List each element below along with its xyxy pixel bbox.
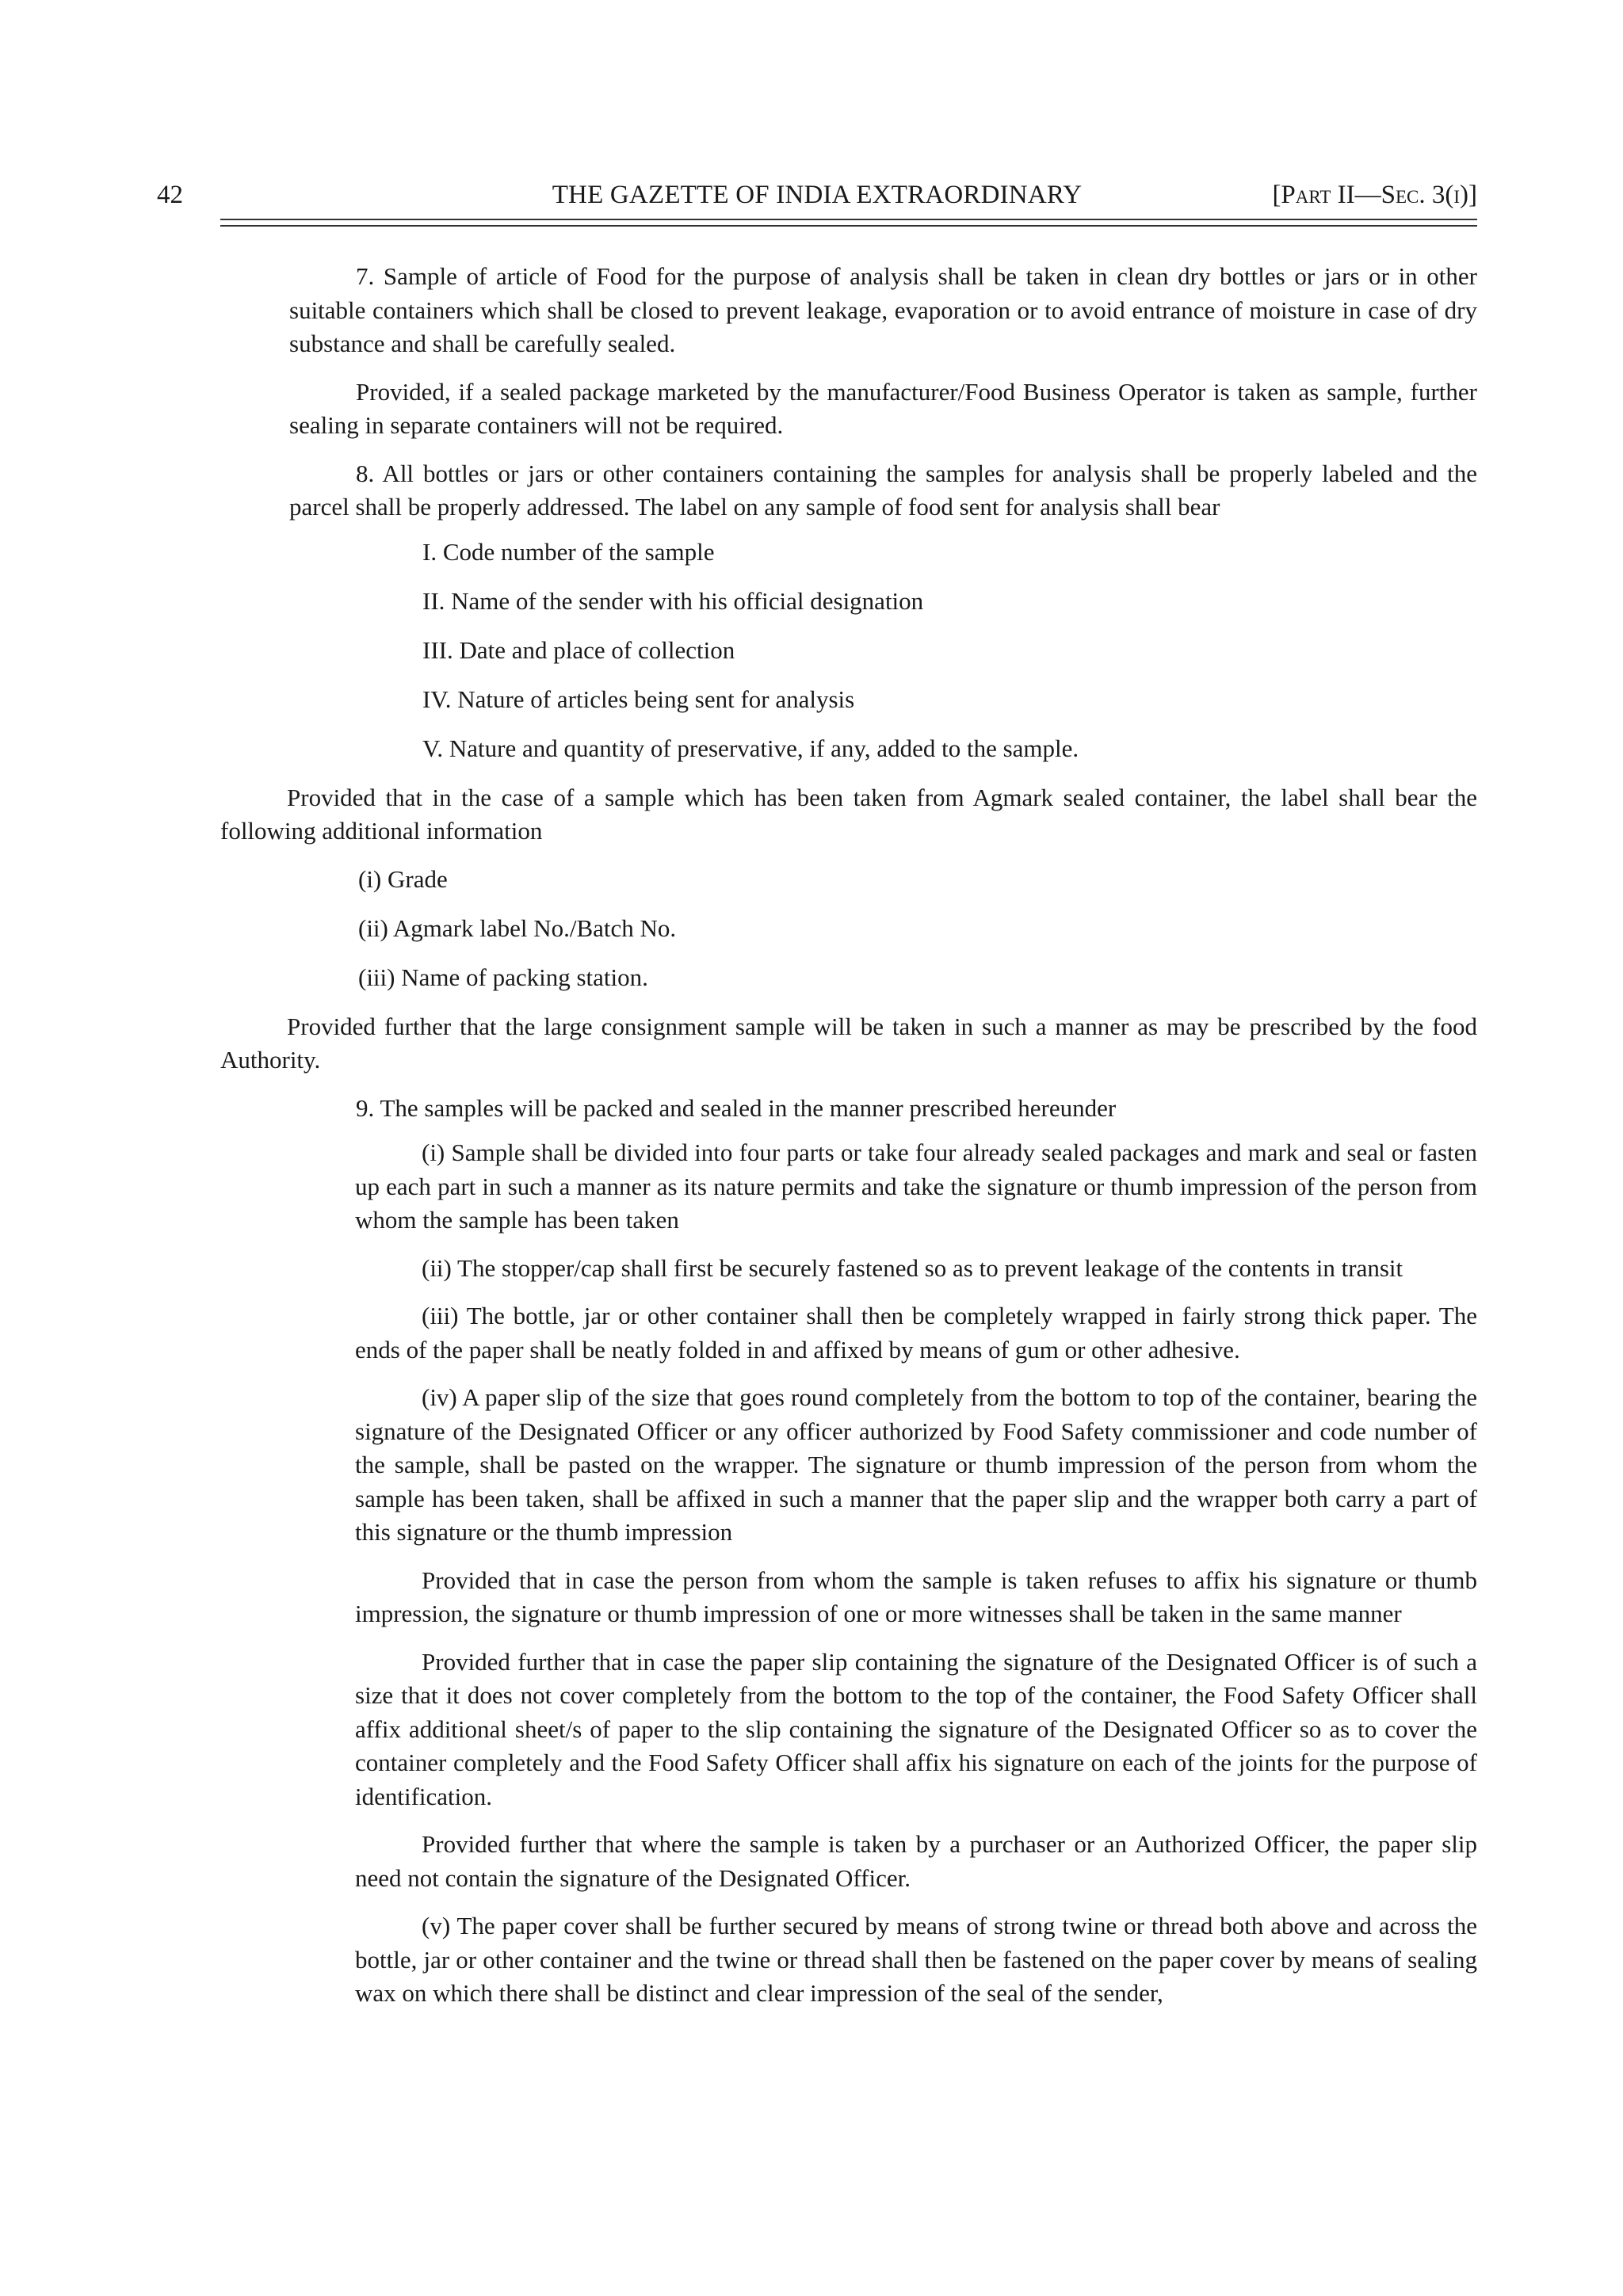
- proviso-refuse-signature: Provided that in case the person from whom the sample is taken refuses to affix his signature or thumb impression, the signature or thumb impression of one or more witnesses shall be taken in the same manner: [355, 1566, 1477, 1627]
- consignment-proviso: Provided further that the large consignment sample will be taken in such a manner as may be prescribed by the food Authority.: [220, 1012, 1477, 1074]
- list-item: II. Name of the sender with his official designation: [422, 586, 924, 615]
- sub-clause-i: (i) Sample shall be divided into four parts or take four already sealed packages and mark and seal or fasten up each part in such a manner as its nature permits and take the signature or thumb impression of the person from whom the sample has been taken: [355, 1138, 1477, 1234]
- list-item: I. Code number of the sample: [422, 537, 715, 566]
- sub-clause-ii: (ii) The stopper/cap shall first be securely fastened so as to prevent leakage of the contents in transit: [422, 1253, 1403, 1282]
- gazette-title: THE GAZETTE OF INDIA EXTRAORDINARY: [552, 181, 1083, 209]
- proviso-paper-slip: Provided further that in case the paper slip containing the signature of the Designated Officer is of such a size that it does not cover completely from the bottom to the top of the container, the Food Safety Officer shall affix additional sheet/s of paper to the slip containing the signature of the Designated Officer so as to cover the container completely and the Food Safety Officer shall affix his signature on each of the joints for the purpose of identification.: [355, 1647, 1477, 1810]
- header-rule-top: [220, 219, 1477, 220]
- agmark-proviso: Provided that in the case of a sample which has been taken from Agmark sealed container, the label shall bear the following additional information: [220, 783, 1477, 845]
- list-item: IV. Nature of articles being sent for analysis: [422, 685, 855, 713]
- paragraph-7-proviso: Provided, if a sealed package marketed by the manufacturer/Food Business Operator is taken as sample, further sealing in separate containers will not be required.: [289, 377, 1477, 439]
- list-item: (iii) Name of packing station.: [358, 963, 648, 991]
- paragraph-8: 8. All bottles or jars or other containers containing the samples for analysis shall be properly labeled and the parcel shall be properly addressed. The label on any sample of food sent for analysis shall bear: [289, 459, 1477, 521]
- page-header: [157, 181, 1477, 217]
- sub-clause-iii: (iii) The bottle, jar or other container shall then be completely wrapped in fairly strong thick paper. The ends of the paper shall be neatly folded in and affixed by means of gum or other adhesive.: [355, 1302, 1477, 1363]
- list-item: (i) Grade: [358, 864, 448, 893]
- paragraph-9: 9. The samples will be packed and sealed in the manner prescribed hereunder: [356, 1093, 1117, 1122]
- list-item: (ii) Agmark label No./Batch No.: [358, 913, 677, 942]
- sub-clause-iv: (iv) A paper slip of the size that goes round completely from the bottom to top of the container, bearing the signature of the Designated Officer or any officer authorized by Food Safety commissioner and code number of the sample, shall be pasted on the wrapper. The signature or thumb impression of the person from whom the sample has been taken, shall be affixed in such a manner that the paper slip and the wrapper both carry a part of this signature or the thumb impression: [355, 1383, 1477, 1546]
- list-item: III. Date and place of collection: [422, 635, 735, 664]
- sub-clause-v: (v) The paper cover shall be further secured by means of strong twine or thread both above and across the bottle, jar or other container and the twine or thread shall then be fastened on the paper cover by means of sealing wax on which there shall be distinct and clear impression of the seal of the sender,: [355, 1912, 1477, 2007]
- header-rule-bottom: [220, 225, 1477, 227]
- part-section-label: [Part II—Sec. 3(i)]: [1272, 181, 1477, 209]
- paragraph-7: 7. Sample of article of Food for the purpose of analysis shall be taken in clean dry bottles or jars or in other suitable containers which shall be closed to prevent leakage, evaporation or to avoid entrance of moisture in case of dry substance and shall be carefully sealed.: [289, 262, 1477, 357]
- list-item: V. Nature and quantity of preservative, if any, added to the sample.: [422, 734, 1079, 762]
- agmark-items-list: [220, 863, 1477, 994]
- page-number: 42: [157, 181, 183, 209]
- document-body: [220, 260, 1477, 2025]
- label-items-list: [220, 536, 1477, 765]
- proviso-purchaser: Provided further that where the sample is taken by a purchaser or an Authorized Officer, the paper slip need not contain the signature of the Designated Officer.: [355, 1830, 1477, 1892]
